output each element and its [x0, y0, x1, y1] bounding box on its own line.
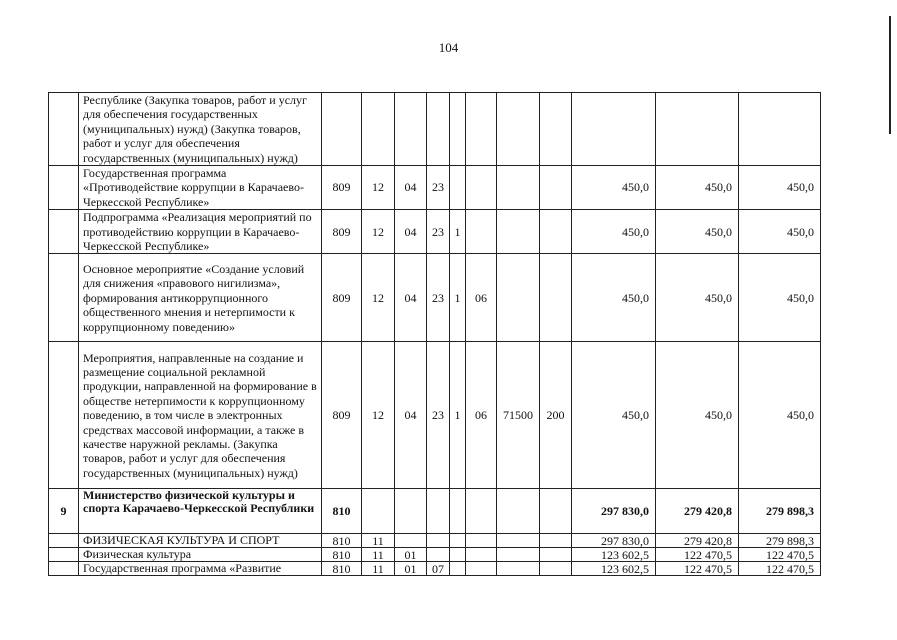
amount-year1-cell: 450,0 [572, 210, 656, 254]
amount-year1-cell: 450,0 [572, 254, 656, 342]
item-name-cell: Министерство физической культуры и спорта Карачаево-Черкесской Республики [79, 489, 322, 534]
direction-code-cell [497, 210, 540, 254]
amount-year2-cell: 450,0 [656, 166, 739, 210]
row-number-cell [49, 548, 79, 562]
amount-year3-cell: 450,0 [739, 166, 821, 210]
subsection-code-cell: 04 [395, 210, 427, 254]
subsection-code-cell [395, 93, 427, 166]
amount-year1-cell: 450,0 [572, 166, 656, 210]
row-number-cell [49, 342, 79, 489]
section-code-cell: 11 [362, 562, 395, 576]
subsection-code-cell: 04 [395, 342, 427, 489]
subprogram-code-cell [450, 534, 466, 548]
program-code-cell: 23 [427, 254, 450, 342]
subprogram-code-cell: 1 [450, 210, 466, 254]
item-name-cell: Мероприятия, направленные на создание и размещение социальной рекламной продукции, направленной на формирование в обществе нетерпимости к коррупционному поведению, в том числе в электронных средствах массовой информации, а также в качестве наружной рекламы. (Закупка товаров, работ и услуг для обеспечения государственных (муниципальных) нужд) [79, 342, 322, 489]
expense-type-cell [540, 166, 572, 210]
subsection-code-cell: 04 [395, 166, 427, 210]
expense-type-cell [540, 489, 572, 534]
amount-year3-cell: 279 898,3 [739, 489, 821, 534]
table-row [49, 166, 821, 210]
program-code-cell: 23 [427, 166, 450, 210]
department-code-cell: 809 [322, 254, 362, 342]
program-code-cell: 07 [427, 562, 450, 576]
amount-year3-cell: 450,0 [739, 210, 821, 254]
expense-type-cell [540, 548, 572, 562]
subprogram-code-cell [450, 166, 466, 210]
amount-year3-cell: 122 470,5 [739, 548, 821, 562]
amount-year1-cell: 450,0 [572, 342, 656, 489]
page-edge-mark [889, 16, 891, 134]
table-row [49, 210, 821, 254]
table-row [49, 534, 821, 548]
subsection-code-cell [395, 489, 427, 534]
program-code-cell [427, 93, 450, 166]
subprogram-code-cell [450, 548, 466, 562]
direction-code-cell [497, 548, 540, 562]
activity-code-cell [466, 548, 497, 562]
expense-type-cell [540, 210, 572, 254]
item-name-cell: ФИЗИЧЕСКАЯ КУЛЬТУРА И СПОРТ [79, 534, 322, 548]
table-row [49, 93, 821, 166]
program-code-cell [427, 534, 450, 548]
budget-table [48, 92, 821, 576]
subprogram-code-cell [450, 93, 466, 166]
activity-code-cell [466, 166, 497, 210]
page-number: 104 [438, 40, 459, 55]
row-number-cell [49, 166, 79, 210]
department-code-cell: 810 [322, 548, 362, 562]
department-code-cell: 810 [322, 489, 362, 534]
table-row [49, 489, 821, 534]
section-code-cell: 11 [362, 534, 395, 548]
section-code-cell: 12 [362, 210, 395, 254]
section-code-cell: 12 [362, 254, 395, 342]
section-code-cell: 12 [362, 342, 395, 489]
amount-year1-cell: 297 830,0 [572, 489, 656, 534]
table-row [49, 548, 821, 562]
direction-code-cell: 71500 [497, 342, 540, 489]
item-name-cell: Государственная программа «Противодействие коррупции в Карачаево-Черкесской Республике» [79, 166, 322, 210]
expense-type-cell [540, 562, 572, 576]
amount-year2-cell: 122 470,5 [656, 562, 739, 576]
direction-code-cell [497, 254, 540, 342]
section-code-cell: 11 [362, 548, 395, 562]
amount-year2-cell: 450,0 [656, 210, 739, 254]
table-row [49, 254, 821, 342]
amount-year2-cell [656, 93, 739, 166]
row-number-cell [49, 562, 79, 576]
expense-type-cell [540, 93, 572, 166]
subsection-code-cell [395, 534, 427, 548]
activity-code-cell [466, 210, 497, 254]
section-code-cell: 12 [362, 166, 395, 210]
program-code-cell: 23 [427, 210, 450, 254]
activity-code-cell [466, 562, 497, 576]
amount-year3-cell [739, 93, 821, 166]
amount-year2-cell: 279 420,8 [656, 534, 739, 548]
subprogram-code-cell: 1 [450, 342, 466, 489]
activity-code-cell [466, 534, 497, 548]
row-number-cell [49, 210, 79, 254]
amount-year2-cell: 279 420,8 [656, 489, 739, 534]
amount-year1-cell: 123 602,5 [572, 562, 656, 576]
direction-code-cell [497, 489, 540, 534]
department-code-cell [322, 93, 362, 166]
department-code-cell: 809 [322, 166, 362, 210]
amount-year2-cell: 122 470,5 [656, 548, 739, 562]
activity-code-cell [466, 489, 497, 534]
amount-year1-cell: 297 830,0 [572, 534, 656, 548]
expense-type-cell [540, 534, 572, 548]
row-number-cell: 9 [49, 489, 79, 534]
section-code-cell [362, 93, 395, 166]
subsection-code-cell: 01 [395, 548, 427, 562]
department-code-cell: 809 [322, 342, 362, 489]
section-code-cell [362, 489, 395, 534]
amount-year2-cell: 450,0 [656, 254, 739, 342]
department-code-cell: 810 [322, 534, 362, 548]
department-code-cell: 810 [322, 562, 362, 576]
amount-year3-cell: 450,0 [739, 254, 821, 342]
amount-year3-cell: 450,0 [739, 342, 821, 489]
activity-code-cell [466, 93, 497, 166]
subsection-code-cell: 04 [395, 254, 427, 342]
subsection-code-cell: 01 [395, 562, 427, 576]
table-row [49, 562, 821, 576]
amount-year1-cell [572, 93, 656, 166]
program-code-cell: 23 [427, 342, 450, 489]
table-row [49, 342, 821, 489]
row-number-cell [49, 254, 79, 342]
subprogram-code-cell: 1 [450, 254, 466, 342]
item-name-cell: Физическая культура [79, 548, 322, 562]
item-name-cell: Основное мероприятие «Создание условий для снижения «правового нигилизма», формирования антикоррупционного общественного мнения и нетерпимости к коррупционному поведению» [79, 254, 322, 342]
item-name-cell: Республике (Закупка товаров, работ и услуг для обеспечения государственных (муниципальных) нужд) (Закупка товаров, работ и услуг для обеспечения государственных (муниципальных) нужд) [79, 93, 322, 166]
direction-code-cell [497, 166, 540, 210]
direction-code-cell [497, 562, 540, 576]
direction-code-cell [497, 534, 540, 548]
expense-type-cell [540, 254, 572, 342]
item-name-cell: Государственная программа «Развитие [79, 562, 322, 576]
item-name-cell: Подпрограмма «Реализация мероприятий по противодействию коррупции в Карачаево-Черкесской Республике» [79, 210, 322, 254]
amount-year2-cell: 450,0 [656, 342, 739, 489]
row-number-cell [49, 534, 79, 548]
activity-code-cell: 06 [466, 342, 497, 489]
program-code-cell [427, 489, 450, 534]
department-code-cell: 809 [322, 210, 362, 254]
expense-type-cell: 200 [540, 342, 572, 489]
amount-year3-cell: 122 470,5 [739, 562, 821, 576]
subprogram-code-cell [450, 562, 466, 576]
amount-year3-cell: 279 898,3 [739, 534, 821, 548]
program-code-cell [427, 548, 450, 562]
amount-year1-cell: 123 602,5 [572, 548, 656, 562]
direction-code-cell [497, 93, 540, 166]
row-number-cell [49, 93, 79, 166]
activity-code-cell: 06 [466, 254, 497, 342]
subprogram-code-cell [450, 489, 466, 534]
